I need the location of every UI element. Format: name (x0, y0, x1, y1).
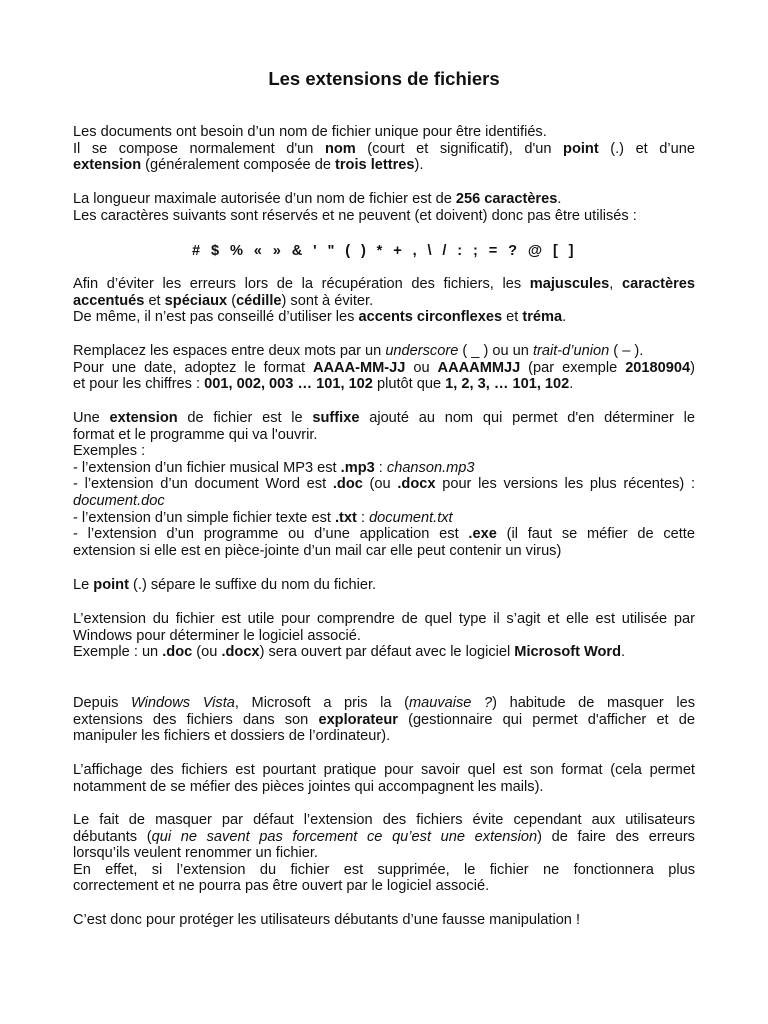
list-item: - l’extension d’un programme ou d’une application est .exe (il faut se méfier de cette (73, 526, 695, 543)
paragraph-extension (73, 410, 695, 559)
text-line: extension si elle est en pièce-jointe d’un mail car elle peut contenir un virus) (73, 542, 562, 559)
text-line: Windows pour déterminer le logiciel associé. (73, 627, 361, 644)
text-line: Pour une date, adoptez le format AAAA-MM-JJ ou AAAAMMJJ (par exemple 20180904) (73, 359, 695, 376)
text-line: Depuis Windows Vista, Microsoft a pris la (mauvaise ?) habitude de masquer les (73, 695, 696, 711)
reserved-characters-list: # $ % « » & ' " ( ) * + , \ / : ; = ? @ [ ] (192, 243, 576, 259)
text-line: Les documents ont besoin d’un nom de fichier unique pour être identifiés. (73, 124, 547, 140)
text-line: Une extension de fichier est le suffixe ajouté au nom qui permet d'en déterminer le (73, 410, 695, 426)
reserved-characters (73, 243, 695, 260)
text-line: débutants (qui ne savent pas forcement ce qu’est une extension) de faire des erreurs (73, 828, 695, 845)
paragraph-conclusion (73, 912, 695, 929)
paragraph-intro (73, 124, 695, 174)
text-line: lorsqu’ils veulent renommer un fichier. (73, 845, 318, 862)
text-line: Le fait de masquer par défaut l’extension des fichiers évite cependant aux utilisateurs (73, 812, 695, 828)
paragraph-length (73, 191, 695, 224)
text-line: format et le programme qui va l'ouvrir. (73, 426, 318, 443)
text-line: De même, il n’est pas conseillé d’utiliser les accents circonflexes et tréma. (73, 309, 567, 326)
paragraph-naming (73, 343, 695, 393)
text-line: Le point (.) sépare le suffixe du nom du fichier. (73, 577, 377, 593)
text-line: Afin d’éviter les erreurs lors de la récupération des fichiers, les majuscules, caractères (73, 276, 696, 292)
text-line: extension (généralement composée de trois lettres). (73, 157, 424, 174)
paragraph-vista (73, 695, 695, 745)
text-line: Les caractères suivants sont réservés et ne peuvent (et doivent) donc pas être utilisés : (73, 207, 637, 224)
paragraph-point (73, 577, 695, 594)
text-line: Exemple : un .doc (ou .docx) sera ouvert par défaut avec le logiciel Microsoft Word. (73, 644, 626, 661)
page-title: Les extensions de fichiers (268, 68, 500, 89)
text-line: document.doc (73, 492, 165, 509)
paragraph-display (73, 762, 695, 795)
paragraph-avoid (73, 276, 695, 326)
list-item: - l’extension d’un fichier musical MP3 est .mp3 : chanson.mp3 (73, 459, 475, 476)
paragraph-masking (73, 812, 695, 895)
text-line: Exemples : (73, 443, 146, 460)
text-line: notamment de se méfier des pièces jointes qui accompagnent les mails). (73, 778, 544, 795)
text-line: manipuler les fichiers et dossiers de l’ordinateur). (73, 728, 391, 745)
text-line: correctement et ne pourra pas être ouvert par le logiciel associé. (73, 878, 490, 895)
text-line: Il se compose normalement d'un nom (court et significatif), d'un point (.) et d’une (73, 140, 695, 157)
text-line: L’extension du fichier est utile pour comprendre de quel type il s’agit et elle est utilisée par (73, 611, 695, 627)
paragraph-usefulness (73, 611, 695, 661)
text-line: accentués et spéciaux (cédille) sont à éviter. (73, 292, 374, 309)
text-line: et pour les chiffres : 001, 002, 003 … 101, 102 plutôt que 1, 2, 3, … 101, 102. (73, 376, 574, 393)
list-item: - l’extension d’un simple fichier texte est .txt : document.txt (73, 509, 453, 526)
text-line: Remplacez les espaces entre deux mots par un underscore ( _ ) ou un trait-d’union ( – ). (73, 343, 644, 359)
text-line: C’est donc pour protéger les utilisateurs débutants d’une fausse manipulation ! (73, 912, 581, 928)
text-line: La longueur maximale autorisée d’un nom de fichier est de 256 caractères. (73, 191, 562, 207)
list-item: - l’extension d’un document Word est .doc (ou .docx pour les versions les plus récentes) : (73, 476, 696, 493)
text-line: extensions des fichiers dans son explorateur (gestionnaire qui permet d'afficher et de (73, 711, 695, 728)
text-line: L’affichage des fichiers est pourtant pratique pour savoir quel est son format (cela permet (73, 762, 695, 778)
text-line: En effet, si l’extension du fichier est supprimée, le fichier ne fonctionnera plus (73, 861, 695, 878)
